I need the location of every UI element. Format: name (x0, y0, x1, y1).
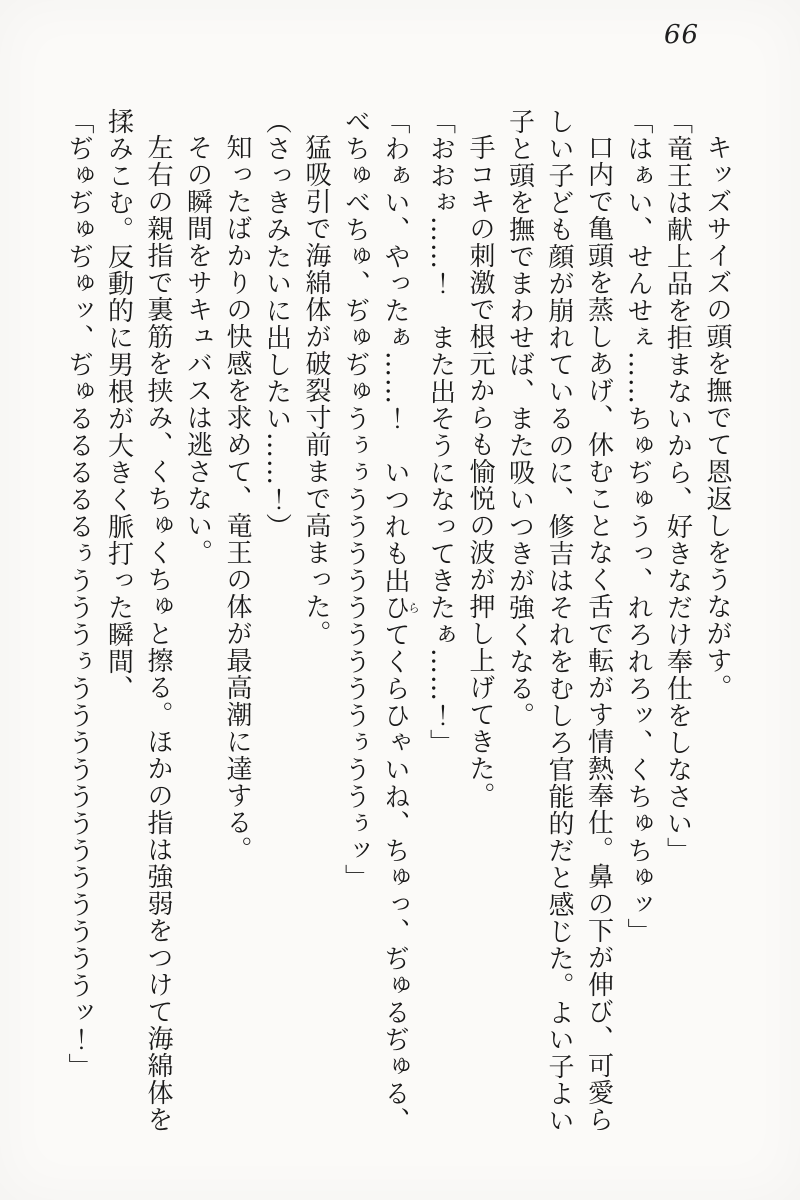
paragraph-1: キッズサイズの頭を撫でて恩返しをうながす。 (702, 134, 732, 701)
ruby-annotation: ひら (380, 594, 421, 621)
page-number: 66 (664, 20, 700, 50)
paragraph-3: 「はぁい、せんせぇ……ちゅぢゅうっ、れろれろッ、くちゅちゅッ」 (623, 108, 653, 945)
paragraph-6: 「おおぉ……！ また出そうになってきたぁ……！」 (425, 108, 456, 756)
paragraph-8: 猛吸引で海綿体が破裂寸前まで高まった。 (301, 134, 331, 647)
paragraph-2: 「竜王は献上品を拒まないから、好きなだけ奉仕をしなさい」 (662, 108, 693, 864)
paragraph-9: （さっきみたいに出したい……！） (261, 108, 292, 540)
paragraph-11: その瞬間をサキュバスは逃さない。 (182, 134, 213, 566)
paragraph-4: 口内で亀頭を蒸しあげ、休むことなく舌で転がす情熱奉仕。鼻の下が伸び、可愛らしい子ども顔が崩れているのに、修吉はそれをむしろ官能的だと感じた。よい子よい子と頭を撫でまわせば、また吸いつきが強くなる。 (504, 108, 614, 1134)
paragraph-10: 知ったばかりの快感を求めて、竜王の体が最高潮に達する。 (222, 134, 252, 863)
paragraph-13: 「ぢゅぢゅぢゅッ、ぢゅるるるるるぅうううぅううううううううううううッ！」 (64, 108, 94, 1080)
text-area (64, 108, 736, 1140)
paragraph-7: 「わぁい、やったぁ……！ いつれも出ひらてくらひゃいね、ちゅっ、ぢゅるぢゅる、べちゅべちゅ、ぢゅぢゅうぅぅうううううううううぅううぅッ」 (340, 108, 421, 1134)
paragraph-5: 手コキの刺激で根元からも愉悦の波が押し上げてきた。 (465, 134, 495, 809)
paragraph-12: 左右の親指で裏筋を挟み、くちゅくちゅと擦る。ほかの指は強弱をつけて海綿体を揉みこむ。反動的に男根が大きく脈打った瞬間、 (103, 108, 173, 1133)
